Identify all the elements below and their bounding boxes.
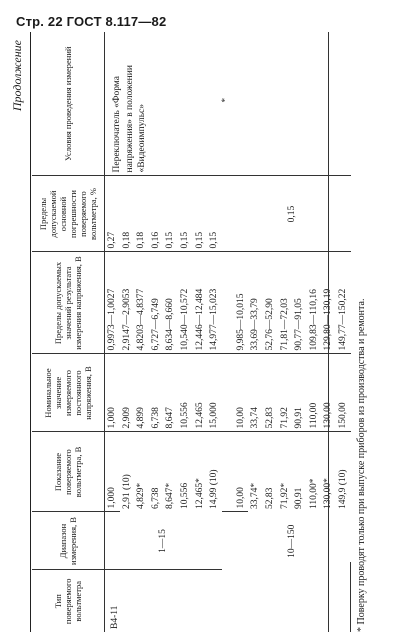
col-header-error: Пределы допускаемой основной погрешности поверяемого вольтметра, % [32,176,105,252]
cell-reading: 149,9 (10) [337,469,348,509]
cell-reading: 71,92* [279,482,290,509]
top-rule [30,32,31,632]
cell-error: 0,15 [178,176,193,252]
cell-error: 0,18 [120,176,135,252]
cell-limits: 0,9973—1,0027 [105,252,120,354]
cell-nominal: 4,899 [134,354,149,432]
cell-limits: 6,727—6,749 [149,252,164,354]
cell-nominal: 130,00 [321,354,336,432]
cell-nominal: 10,556 [178,354,193,432]
footnote-rule [350,562,351,632]
table-header-row [32,32,105,632]
cell-nominal: 8,647 [163,354,178,432]
page-header: Стр. 22 ГОСТ 8.117—82 [16,14,167,29]
cell-nominal: 10,00 [234,354,249,432]
cell-range-2: 10—150 [286,524,297,558]
cell-reading: 6,738 [150,487,161,509]
cell-range-1: 1—15 [105,512,222,570]
cell-reading: 110,00* [308,478,319,509]
cell-nominal: 2,909 [120,354,135,432]
cell-limits: 129,80—130,19 [321,252,336,354]
cell-reading: 4,829* [136,482,147,509]
cell-conditions [105,32,351,176]
cell-nominal: 15,000 [207,354,222,432]
cell-error-2: 0,15 [234,176,351,252]
cell-reading: 52,83 [264,487,275,509]
cell-nominal: 150,00 [336,354,351,432]
cell-limits: 10,540—10,572 [178,252,193,354]
cell-limits: 149,77—150,22 [336,252,351,354]
bottom-rule [328,32,329,632]
cell-error: 0,27 [105,176,120,252]
cell-reading: 12,465* [194,478,205,509]
cell-limits: 9,985—10,015 [234,252,249,354]
cell-error: 0,15 [163,176,178,252]
cell-reading: 33,74* [250,482,261,509]
cell-limits: 71,81—72,03 [278,252,293,354]
cell-reading: 8,647* [165,482,176,509]
cell-limits: 8,634—8,660 [163,252,178,354]
col-header-range: Диапазон измерения, В [32,512,105,570]
cell-error: 0,15 [193,176,208,252]
table-row [105,32,120,632]
col-header-limits: Пределы допускаемых значений результата измерения напряжения, В [32,252,105,354]
cell-error: 0,16 [149,176,164,252]
cell-reading: 130,00* [323,478,334,509]
cell-reading: 2,91 (10) [121,474,132,509]
cell-limits: 4,8203—4,8377 [134,252,149,354]
cell-nominal: 12,465 [193,354,208,432]
cell-reading: 14,99 (10) [209,469,220,509]
footnote: * Поверку проводят только при выпуске приборов из производства и ремонта. [356,298,367,632]
cell-error: 0,15 [207,176,222,252]
cell-limits: 14,977—15,023 [207,252,222,354]
cell-limits: 2,9147—2,9053 [120,252,135,354]
cell-limits: 109,83—110,16 [307,252,322,354]
cell-limits: 33,69—33,79 [248,252,263,354]
cell-type: В4-11 [110,605,120,629]
cell-reading: 10,00 [234,432,249,512]
cell-nominal: 90,91 [292,354,307,432]
cell-reading: 10,556 [179,482,190,509]
cell-limits: 12,446—12,484 [193,252,208,354]
cell-reading: 1,000 [105,432,120,512]
verification-table [32,32,351,632]
cell-error: 0,18 [134,176,149,252]
cell-nominal: 1,000 [105,354,120,432]
asterisk-mark: * [219,98,230,103]
continuation-title: Продолжение [10,40,24,112]
cell-nominal: 71,92 [278,354,293,432]
cell-nominal: 110,00 [307,354,322,432]
cell-nominal: 33,74 [248,354,263,432]
col-header-conditions: Условия проведения измерений [32,32,105,176]
cell-limits: 90,77—91,05 [292,252,307,354]
col-header-reading: Показание поверяемого вольтметра, В [32,432,105,512]
cell-nominal: 6,738 [149,354,164,432]
rotated-table-sheet [10,32,390,632]
col-header-type: Тип поверяемого вольтметра [32,570,105,632]
conditions-text: Переключатель «Форма напряжения» в положении «Видеоимпульс» [112,65,148,173]
cell-nominal: 52,83 [263,354,278,432]
cell-reading: 90,91 [294,487,305,509]
col-header-nominal: Номинальное значение измеряемого постоянного напряжения, В [32,354,105,432]
cell-limits: 52,76—52,90 [263,252,278,354]
